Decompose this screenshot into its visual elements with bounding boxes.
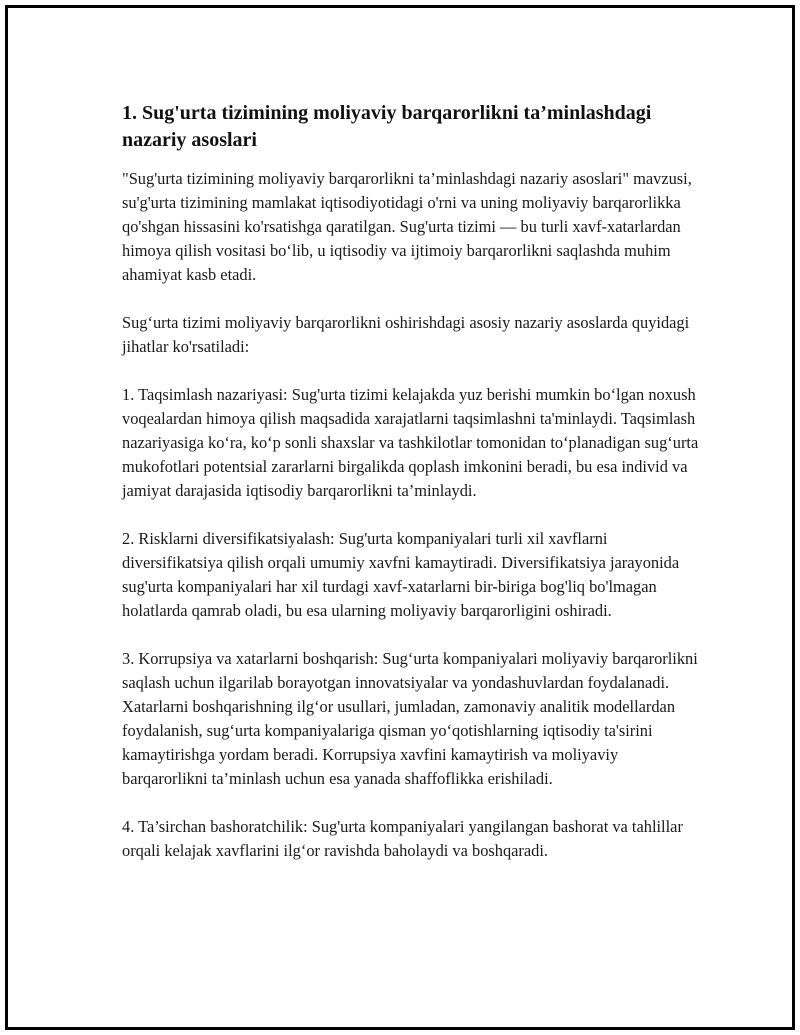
point-1-paragraph: 1. Taqsimlash nazariyasi: Sug'urta tizimi kelajakda yuz berishi mumkin bo‘lgan noxush voqealardan himoya qilish maqsadida xarajatlarni taqsimlashni ta'minlaydi. Taqsimlash nazariyasiga ko‘ra, ko‘p sonli shaxslar va tashkilotlar tomonidan to‘planadigan sug‘urta mukofotlari potentsial zararlarni birgalikda qoplash imkonini beradi, bu esa individ va jamiyat darajasida iqtisodiy barqarorlikni ta’minlaydi. — [122, 385, 699, 500]
lead-in-paragraph: Sug‘urta tizimi moliyaviy barqarorlikni oshirishdagi asosiy nazariy asoslarda quyidagi jihatlar ko'rsatiladi: — [122, 313, 690, 356]
document-title: 1. Sug'urta tizimining moliyaviy barqarorlikni ta’minlashdagi nazariy asoslari — [122, 102, 652, 151]
point-3-paragraph: 3. Korrupsiya va xatarlarni boshqarish: Sug‘urta kompaniyalari moliyaviy barqarorlikni saqlash uchun ilgarilab borayotgan innovatsiyalar va yondashuvlardan foydalanadi. Xatarlarni boshqarishning ilg‘or usullari, jumladan, zamonaviy analitik modellardan foydalanish, sug‘urta kompaniyalariga qisman yo‘qotishlarning iqtisodiy ta'sirini kamaytirishga yordam beradi. Korrupsiya xavfini kamaytirish va moliyaviy barqarorlikni ta’minlash uchun esa yanada shaffoflikka erishiladi. — [122, 649, 698, 788]
point-4-paragraph: 4. Ta’sirchan bashoratchilik: Sug'urta kompaniyalari yangilangan bashorat va tahlillar orqali kelajak xavflarini ilg‘or ravishda baholaydi va boshqaradi. — [122, 817, 683, 860]
page-frame — [5, 5, 795, 1030]
intro-paragraph: "Sug'urta tizimining moliyaviy barqarorlikni ta’minlashdagi nazariy asoslari" mavzusi, su'g'urta tizimining mamlakat iqtisodiyotidagi o'rni va uning moliyaviy barqarorlikka qo'shgan hissasini ko'rsatishga qaratilgan. Sug'urta tizimi — bu turli xavf-xatarlardan himoya qilish vositasi bo‘lib, u iqtisodiy va ijtimoiy barqarorlikni saqlashda muhim ahamiyat kasb etadi. — [122, 169, 692, 284]
document-body — [122, 100, 707, 887]
point-2-paragraph: 2. Risklarni diversifikatsiyalash: Sug'urta kompaniyalari turli xil xavflarni diversifikatsiya qilish orqali umumiy xavfni kamaytiradi. Diversifikatsiya jarayonida sug'urta kompaniyalari har xil turdagi xavf-xatarlarni bir-biriga bog'liq bo'lmagan holatlarda qamrab oladi, bu esa ularning moliyaviy barqarorligini oshiradi. — [122, 529, 680, 620]
